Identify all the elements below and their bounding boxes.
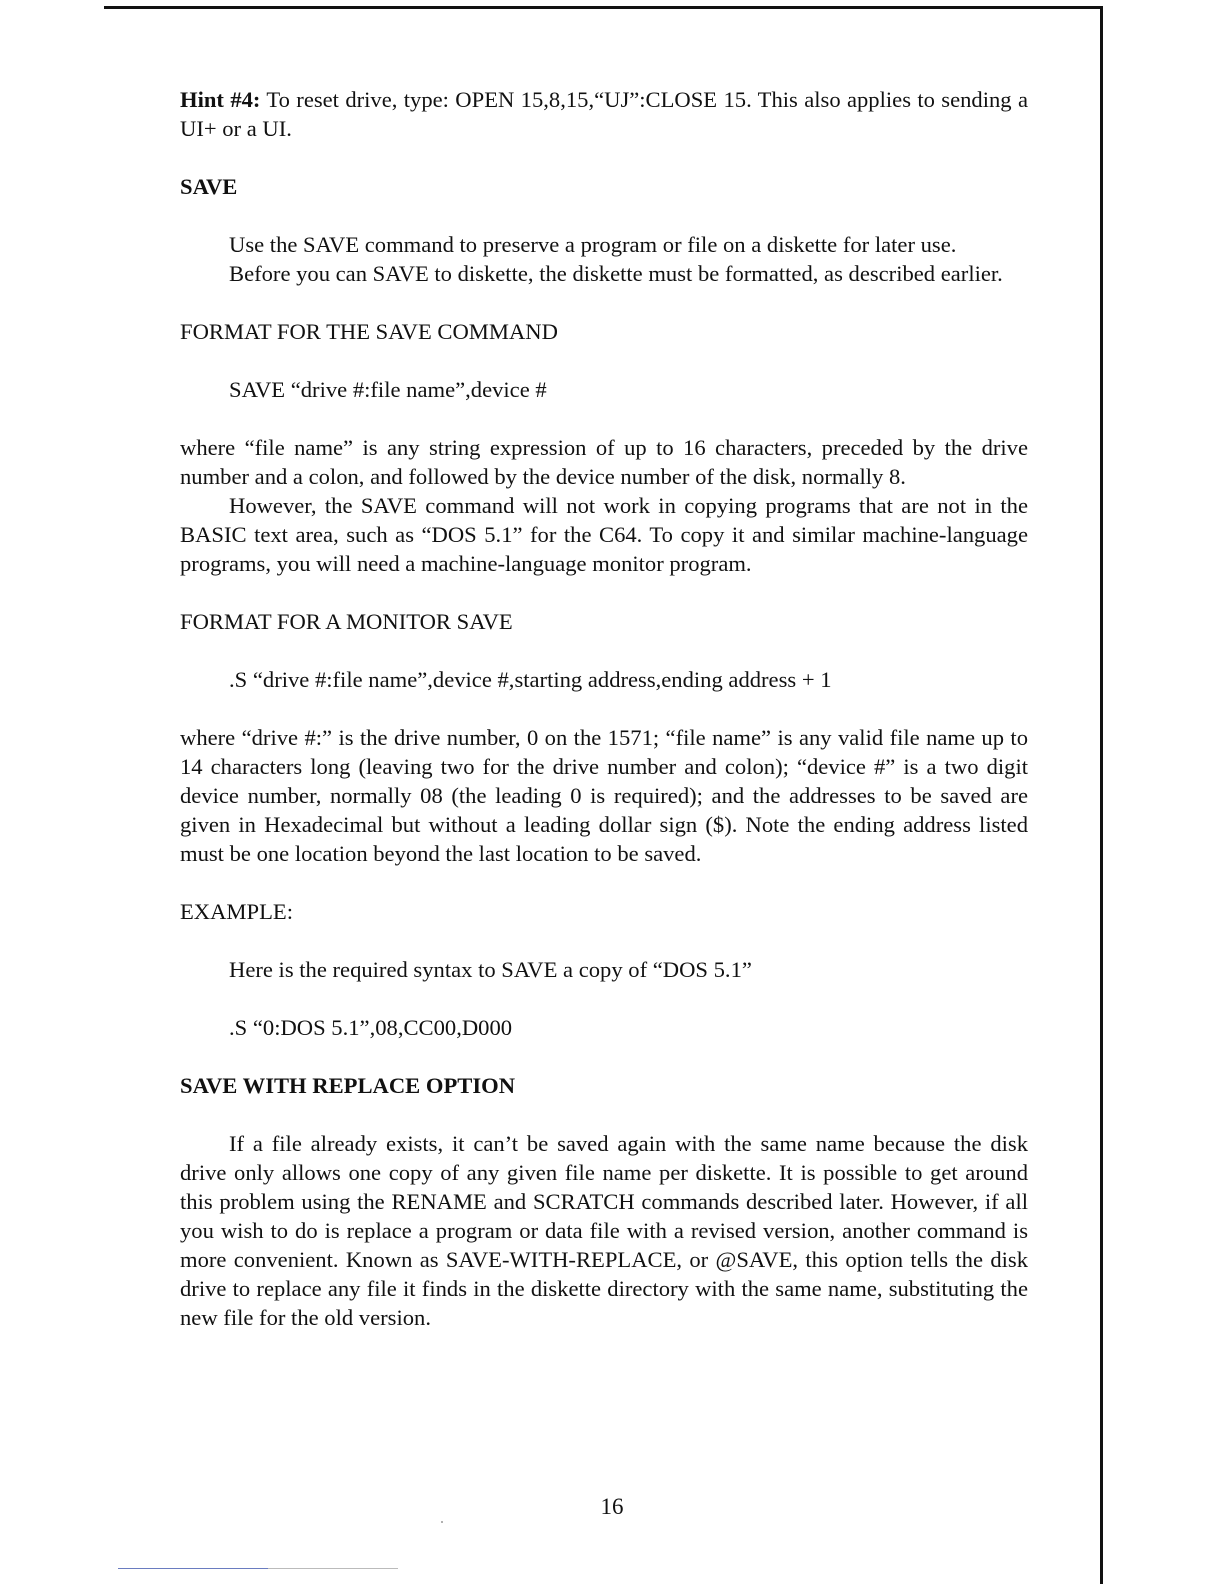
hint-paragraph: [180, 85, 1028, 143]
format-monitor-syntax: .S “drive #:file name”,device #,starting address,ending address + 1: [229, 667, 832, 692]
format-save-paragraph-2: However, the SAVE command will not work in copying programs that are not in the BASIC text area, such as “DOS 5.1” for the C64. To copy it and similar machine-language programs, you will need a machine-language monitor program.: [180, 493, 1028, 576]
page-border-top: [104, 6, 1102, 9]
replace-paragraph: If a file already exists, it can’t be saved again with the same name because the disk drive only allows one copy of any given file name per diskette. It is possible to get around this problem using the RENAME and SCRATCH commands described later. However, if all you wish to do is replace a program or data file with a revised version, another command is more convenient. Known as SAVE-WITH-REPLACE, or @SAVE, this option tells the disk drive to replace any file it finds in the diskette directory with the same name, substituting the new file for the old version.: [180, 1131, 1028, 1330]
page-number: 16: [600, 1494, 624, 1519]
scan-mark-line: [118, 1568, 268, 1569]
example-code: .S “0:DOS 5.1”,08,CC00,D000: [229, 1015, 513, 1040]
format-save-heading: FORMAT FOR THE SAVE COMMAND: [180, 319, 558, 344]
format-monitor-heading: FORMAT FOR A MONITOR SAVE: [180, 609, 513, 634]
page-border-right: [1100, 6, 1103, 1584]
scan-mark-line-gray: [268, 1568, 398, 1569]
example-intro: Here is the required syntax to SAVE a copy of “DOS 5.1”: [229, 957, 752, 982]
format-monitor-paragraph: where “drive #:” is the drive number, 0 on the 1571; “file name” is any valid file name up to 14 characters long (leaving two for the drive number and colon); “device #” is a two digit device number, normally 08 (the leading 0 is required); and the addresses to be saved are given in Hexadecimal but without a leading dollar sign ($). Note the ending address listed must be one location beyond the last location to be saved.: [180, 725, 1028, 866]
page-content: [180, 85, 1028, 1332]
hint-text: To reset drive, type: OPEN 15,8,15,“UJ”:CLOSE 15. This also applies to sending a UI+ or a UI.: [180, 87, 1028, 141]
hint-label: Hint #4:: [180, 87, 261, 112]
save-paragraph-2: Before you can SAVE to diskette, the diskette must be formatted, as described earlier.: [229, 261, 1003, 286]
format-save-paragraph-1: where “file name” is any string expression of up to 16 characters, preceded by the drive number and a colon, and followed by the device number of the disk, normally 8.: [180, 435, 1028, 489]
scan-speck: [441, 1521, 443, 1523]
example-heading: EXAMPLE:: [180, 899, 293, 924]
save-heading: SAVE: [180, 174, 238, 199]
format-save-syntax: SAVE “drive #:file name”,device #: [229, 377, 547, 402]
save-paragraph-1: Use the SAVE command to preserve a program or file on a diskette for later use.: [229, 232, 957, 257]
replace-heading: SAVE WITH REPLACE OPTION: [180, 1073, 516, 1098]
